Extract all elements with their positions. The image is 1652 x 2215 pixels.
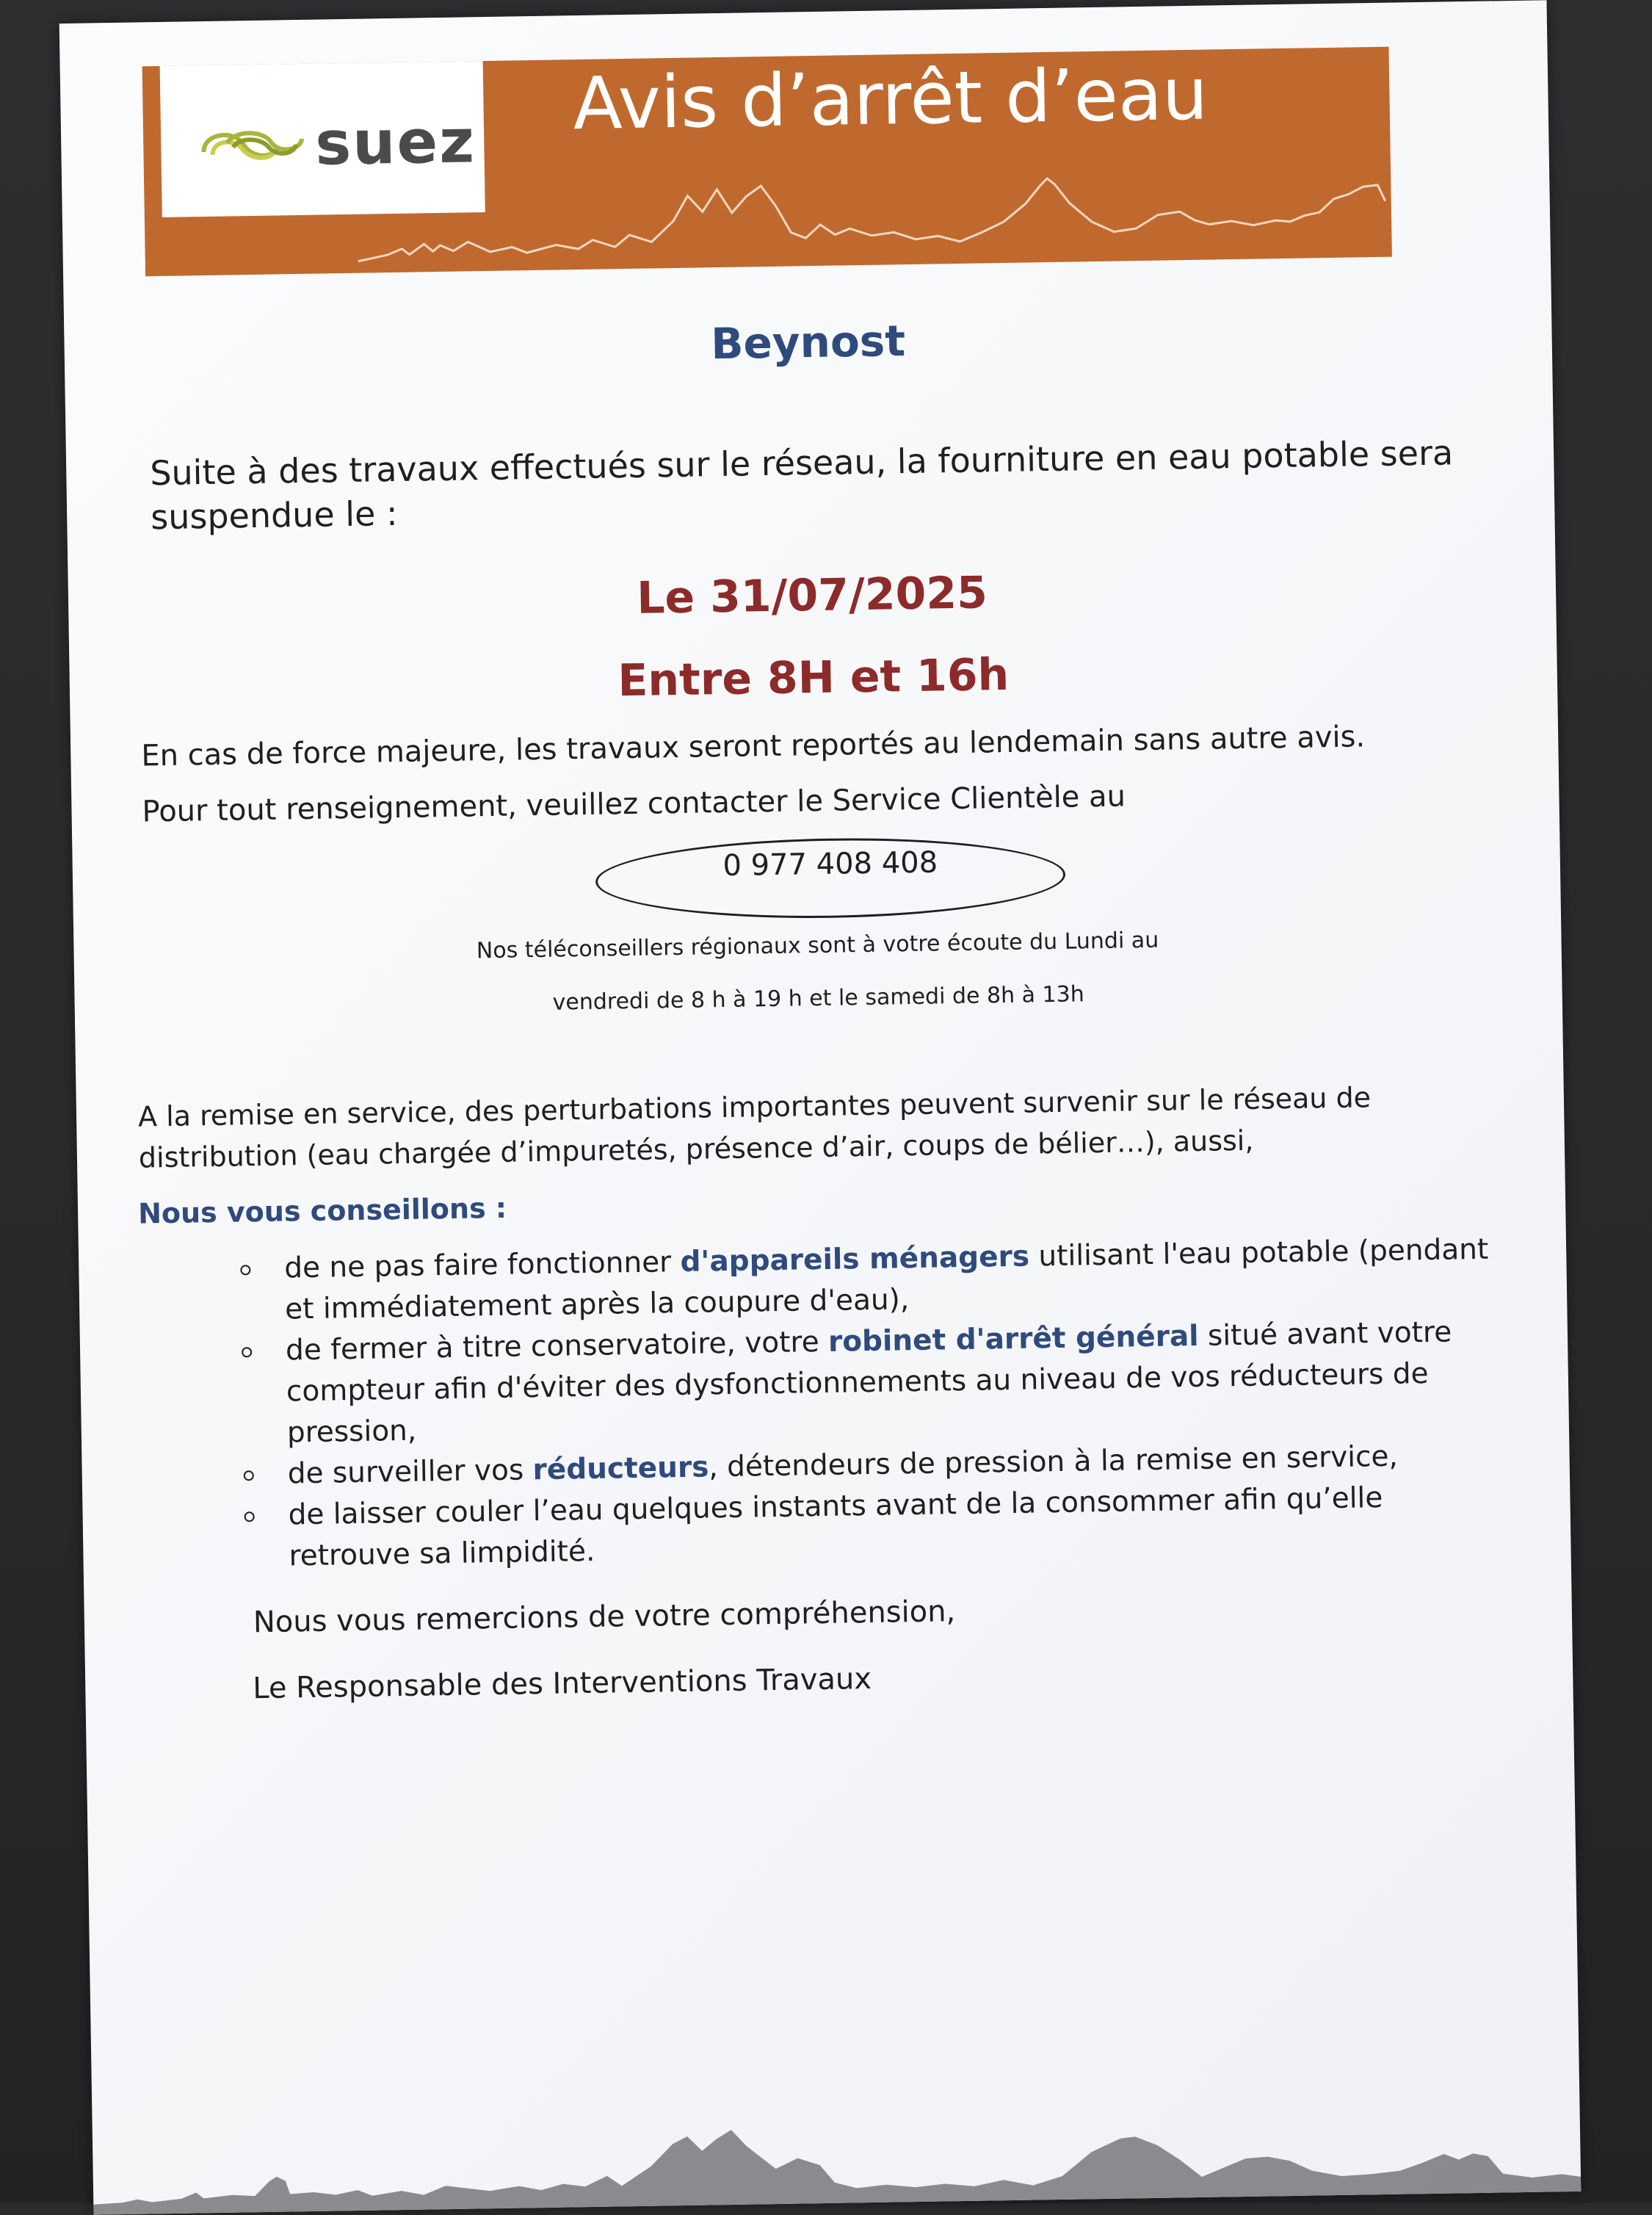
advice-highlight: robinet d'arrêt général [827,1319,1199,1359]
service-restoration-paragraph: A la remise en service, des perturbations importantes peuvent survenir sur le réseau de distribution (eau chargée d’impuretés, présence d’air, coups de bélier…), aussi, [137,1081,1372,1174]
suez-logo-icon [198,121,308,174]
town-name: Beynost [710,316,906,369]
advice-heading: Nous vous conseillons : [137,1191,507,1230]
advice-item [242,1311,1506,1454]
advice-text: , détendeurs de pression à la remise en service, [709,1439,1399,1484]
signature-line: Le Responsable des Interventions Travaux [252,1662,872,1706]
notice-title: Avis d’arrêt d’eau [572,52,1209,147]
mountain-skyline-icon [144,157,1392,277]
advice-text: situé avant votre compteur afin d'éviter des dysfonctionnements au niveau de vos réducteurs de pression, [286,1315,1452,1450]
circle-bullet-icon [244,1511,255,1522]
circle-bullet-icon [242,1347,252,1357]
intro-paragraph: Suite à des travaux effectués sur le réseau, la fourniture en eau potable sera suspendue le : [149,433,1454,538]
contact-intro: Pour tout renseignement, veuillez contacter le Service Clientèle au [142,779,1126,829]
service-hours-line-2: vendredi de 8 h à 19 h et le samedi de 8h à 13h [552,981,1084,1016]
advice-list [240,1229,1508,1578]
advice-text: de ne pas faire fonctionner [283,1246,681,1285]
thanks-line: Nous vous remercions de votre compréhension, [253,1594,956,1640]
advice-text: de fermer à titre conservatoire, votre [285,1325,829,1367]
brand-name: suez [314,106,477,179]
advice-text: utilisant l'eau potable (pendant et immédiatement après la coupure d'eau), [284,1232,1489,1326]
outage-time-window: Entre 8H et 16h [617,648,1010,707]
force-majeure-note: En cas de force majeure, les travaux seront reportés au lendemain sans autre avis. [141,720,1366,773]
advice-text: de surveiller vos [287,1453,533,1491]
advice-text: de laisser couler l’eau quelques instants avant de la consommer afin qu’elle retrouve sa limpidité. [288,1481,1383,1573]
phone-number[interactable]: 0 977 408 408 [722,845,938,884]
circle-bullet-icon [240,1265,250,1275]
advice-highlight: réducteurs [532,1450,709,1487]
header-banner [142,47,1392,277]
circle-bullet-icon [244,1470,254,1481]
notice-sheet [59,0,1582,2214]
service-hours-line-1: Nos téléconseillers régionaux sont à votre écoute du Lundi au [476,927,1159,964]
advice-highlight: d'appareils ménagers [680,1240,1030,1279]
outage-date: Le 31/07/2025 [636,567,988,624]
